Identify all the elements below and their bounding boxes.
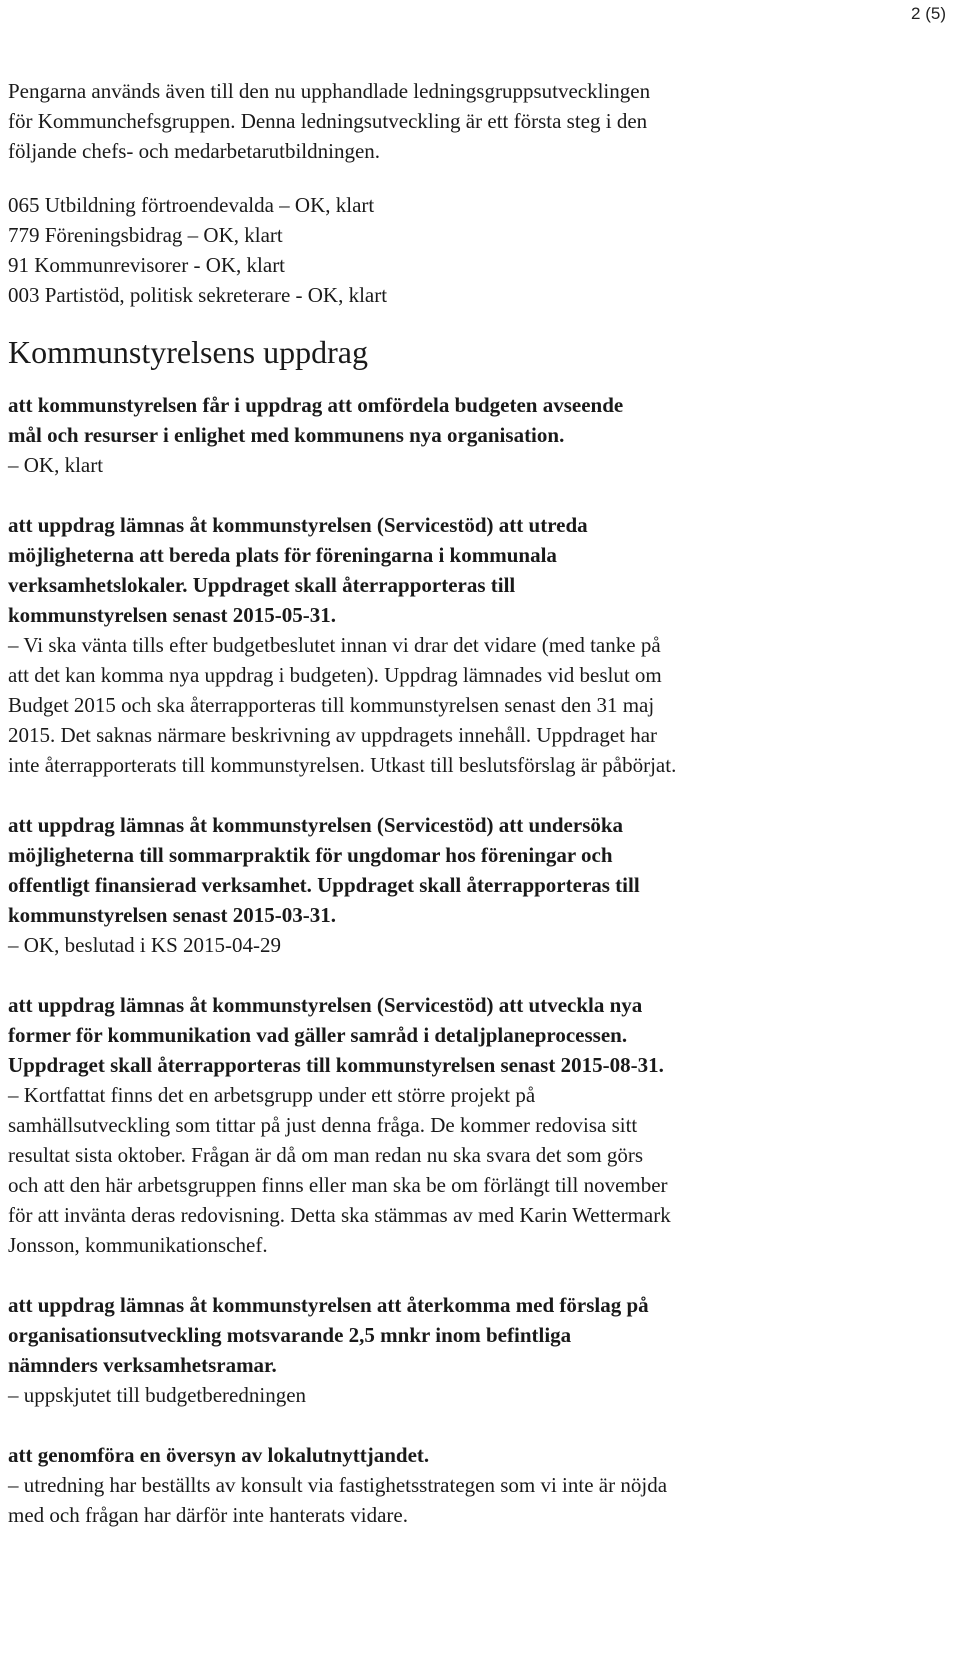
assignment-status: samhällsutveckling som tittar på just denna fråga. De kommer redovisa sitt [8,1113,638,1137]
assignment-status: – OK, beslutad i KS 2015-04-29 [8,933,281,957]
intro-line: följande chefs- och medarbetarutbildningen. [8,139,381,163]
status-list-item: 779 Föreningsbidrag – OK, klart [8,223,283,247]
assignment-text: att genomföra en översyn av lokalutnyttjandet. [8,1443,430,1467]
assignment-text: former för kommunikation vad gäller samråd i detaljplaneprocessen. [8,1023,628,1047]
assignment-status: – utredning har beställts av konsult via fastighetsstrategen som vi inte är nöjda [8,1473,668,1497]
section-heading: Kommunstyrelsens uppdrag [8,334,368,370]
assignment-status: resultat sista oktober. Frågan är då om man redan nu ska svara det som görs [8,1143,644,1167]
assignment-item [8,1290,888,1410]
assignment-status: Budget 2015 och ska återrapporteras till kommunstyrelsen senast den 31 maj [8,693,655,717]
intro-paragraph [8,76,888,166]
assignment-status: för att invänta deras redovisning. Detta ska stämmas av med Karin Wettermark [8,1203,671,1227]
assignment-text: kommunstyrelsen senast 2015-05-31. [8,603,337,627]
assignment-list [8,390,888,1530]
assignment-status: – Vi ska vänta tills efter budgetbeslutet innan vi drar det vidare (med tanke på [8,633,661,657]
document-body [8,76,888,1560]
assignment-status: med och frågan har därför inte hanterats vidare. [8,1503,408,1527]
assignment-status: 2015. Det saknas närmare beskrivning av uppdragets innehåll. Uppdraget har [8,723,658,747]
assignment-status: att det kan komma nya uppdrag i budgeten). Uppdrag lämnades vid beslut om [8,663,662,687]
assignment-text: att uppdrag lämnas åt kommunstyrelsen att återkomma med förslag på [8,1293,649,1317]
assignment-item [8,810,888,960]
assignment-item [8,990,888,1260]
status-list-item: 003 Partistöd, politisk sekreterare - OK, klart [8,283,388,307]
assignment-text: Uppdraget skall återrapporteras till kommunstyrelsen senast 2015-08-31. [8,1053,664,1077]
intro-line: för Kommunchefsgruppen. Denna ledningsutveckling är ett första steg i den [8,109,648,133]
assignment-status: – Kortfattat finns det en arbetsgrupp under ett större projekt på [8,1083,536,1107]
assignment-text: offentligt finansierad verksamhet. Uppdraget skall återrapporteras till [8,873,640,897]
assignment-text: verksamhetslokaler. Uppdraget skall återrapporteras till [8,573,516,597]
assignment-item [8,1440,888,1530]
page-number: 2 (5) [911,4,946,23]
assignment-text: att uppdrag lämnas åt kommunstyrelsen (Servicestöd) att utreda [8,513,588,537]
assignment-text: kommunstyrelsen senast 2015-03-31. [8,903,337,927]
assignment-text: möjligheterna att bereda plats för föreningarna i kommunala [8,543,557,567]
assignment-text: att uppdrag lämnas åt kommunstyrelsen (Servicestöd) att undersöka [8,813,624,837]
assignment-item [8,390,888,480]
assignment-text: att uppdrag lämnas åt kommunstyrelsen (Servicestöd) att utveckla nya [8,993,643,1017]
assignment-text: att kommunstyrelsen får i uppdrag att omfördela budgeten avseende [8,393,624,417]
assignment-status: – uppskjutet till budgetberedningen [8,1383,307,1407]
assignment-status: inte återrapporterats till kommunstyrelsen. Utkast till beslutsförslag är påbörjat. [8,753,677,777]
assignment-text: organisationsutveckling motsvarande 2,5 mnkr inom befintliga [8,1323,572,1347]
status-list-item: 91 Kommunrevisorer - OK, klart [8,253,286,277]
assignment-status: – OK, klart [8,453,104,477]
assignment-text: mål och resurser i enlighet med kommunens nya organisation. [8,423,565,447]
status-list [8,190,888,310]
status-list-item: 065 Utbildning förtroendevalda – OK, klart [8,193,375,217]
assignment-status: och att den här arbetsgruppen finns eller man ska be om förlängt till november [8,1173,668,1197]
intro-line: Pengarna används även till den nu upphandlade ledningsgruppsutvecklingen [8,79,651,103]
assignment-text: nämnders verksamhetsramar. [8,1353,277,1377]
assignment-status: Jonsson, kommunikationschef. [8,1233,268,1257]
assignment-item [8,510,888,780]
assignment-text: möjligheterna till sommarpraktik för ungdomar hos föreningar och [8,843,613,867]
